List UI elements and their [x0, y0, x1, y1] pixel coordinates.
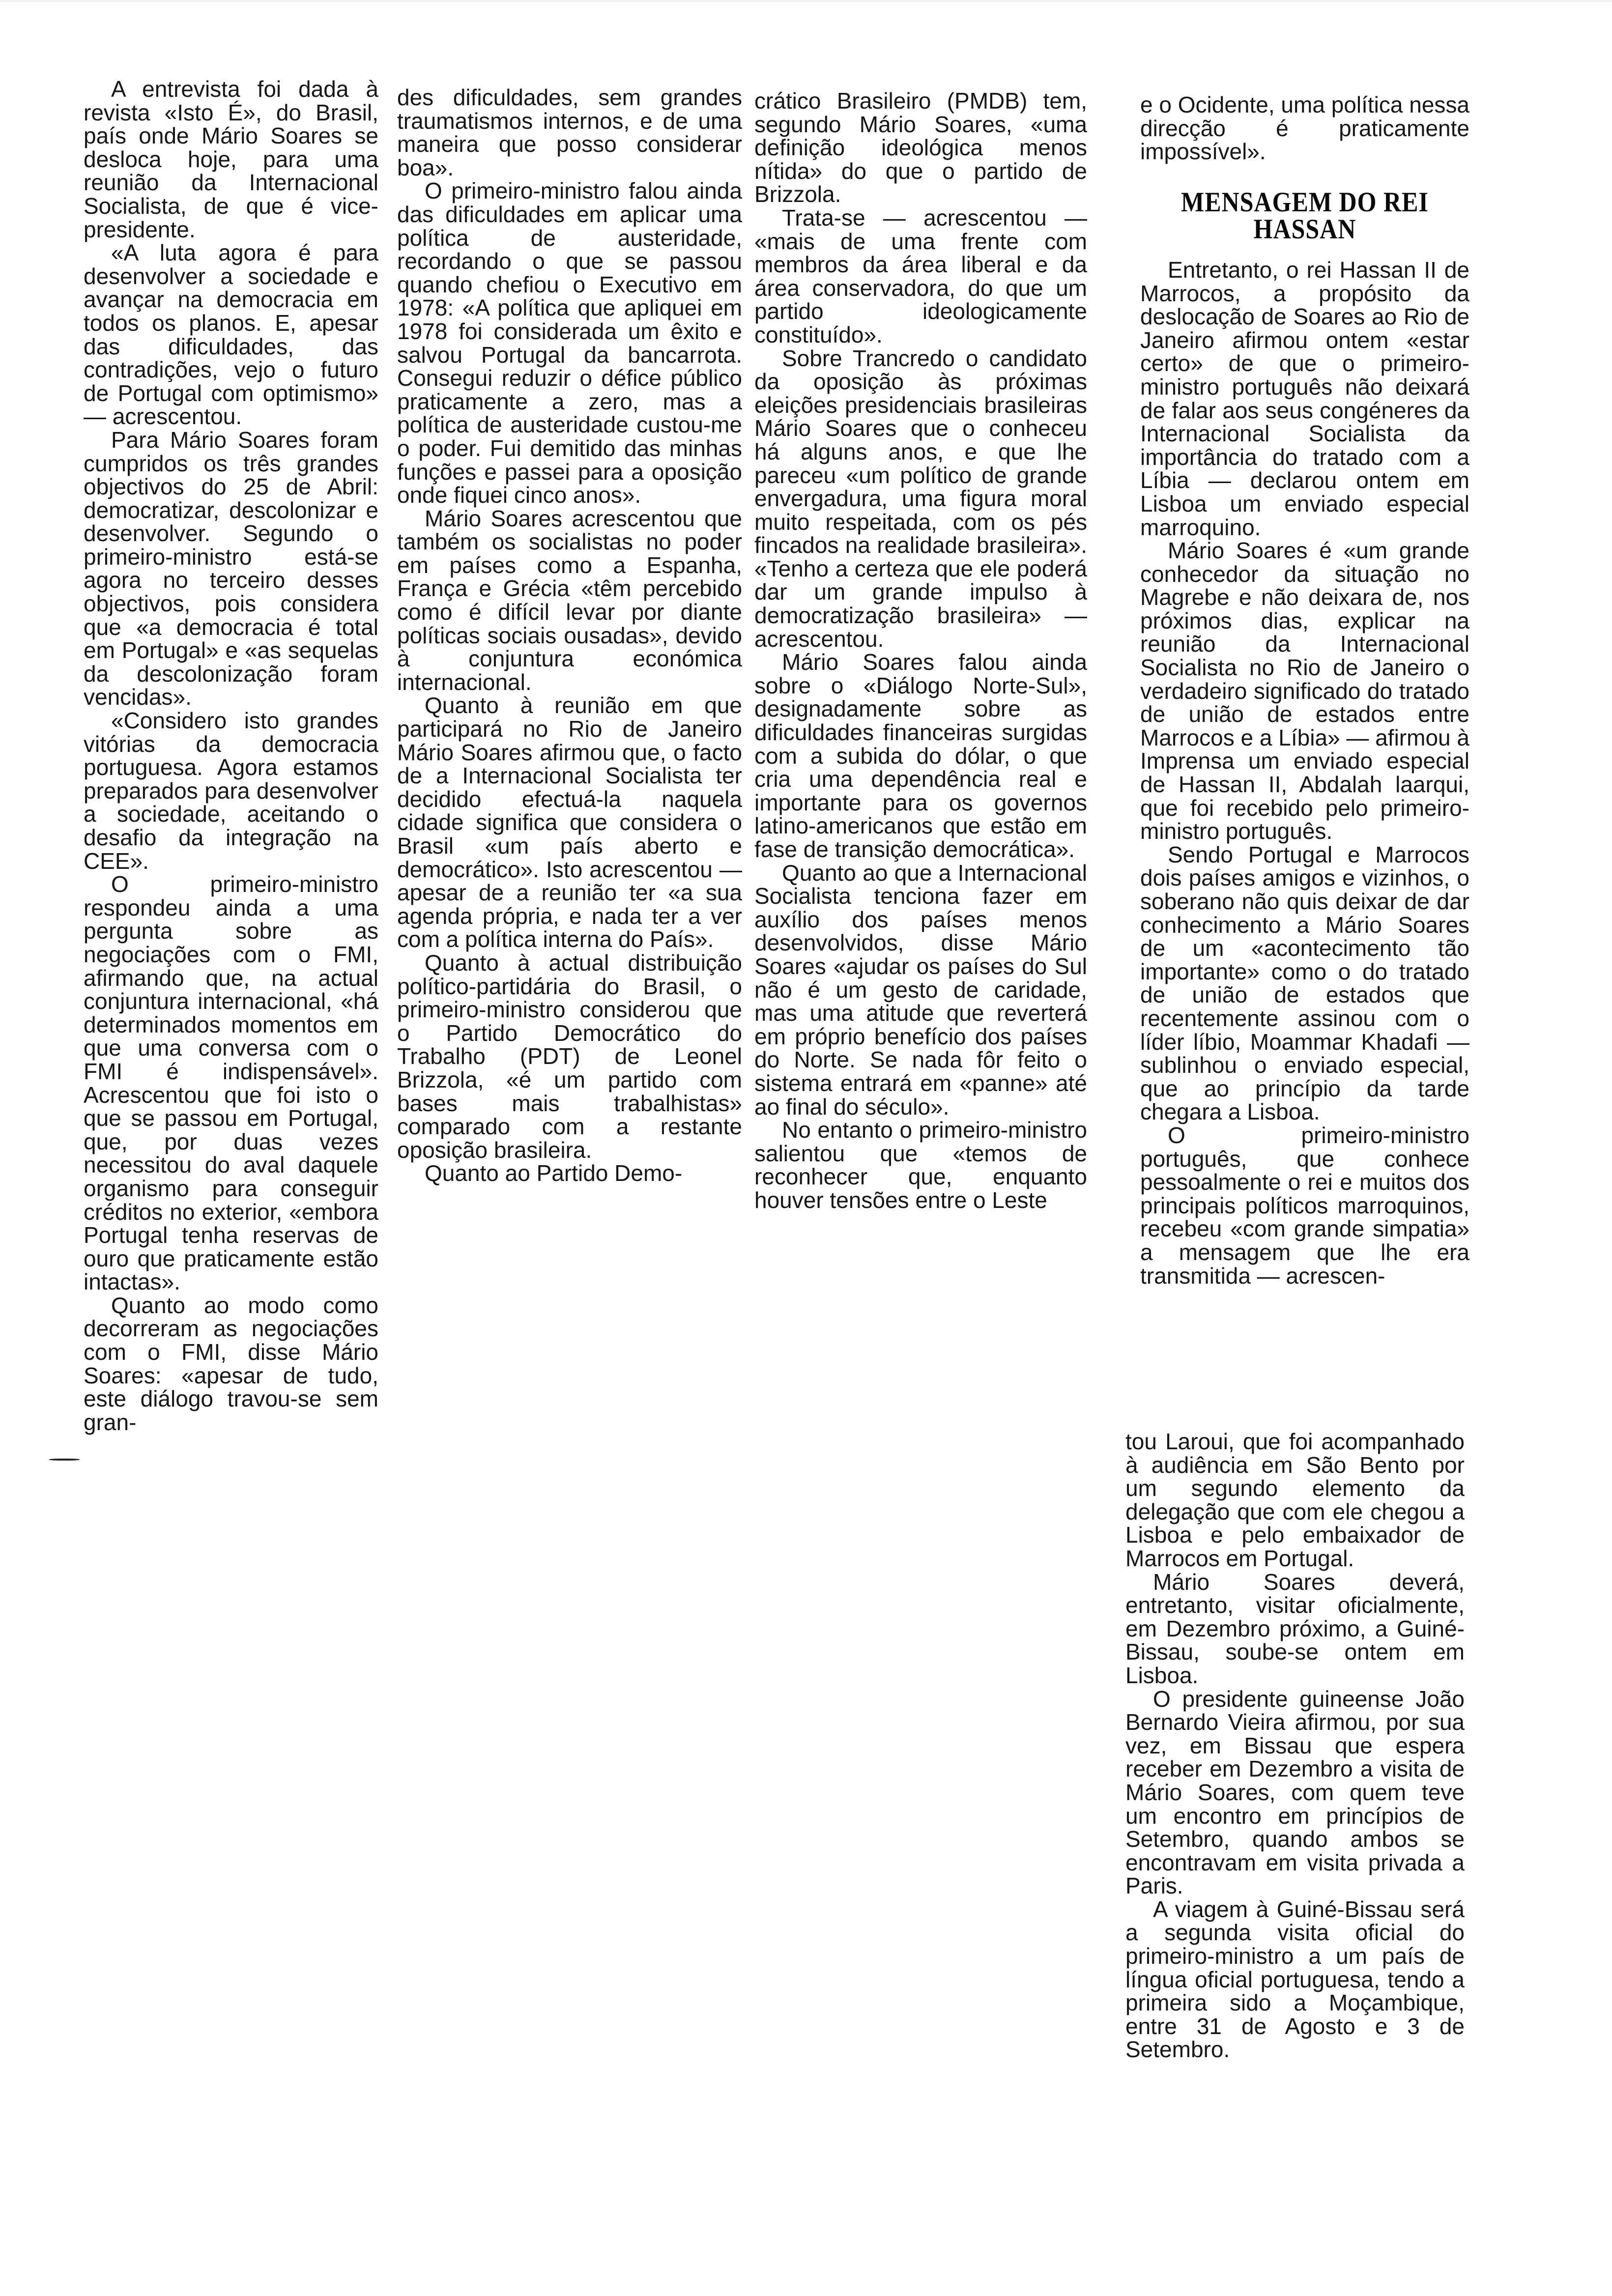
paragraph: A viagem à Guiné-Bissau será a segunda visita oficial do primeiro-ministro a um país de língua oficial portuguesa, tendo a primeira sido a Moçambique, entre 31 de Agosto e 3 de Setembro.: [1125, 1896, 1465, 2063]
paragraph: Mário Soares falou ainda sobre o «Diálogo Norte-Sul», designadamente sobre as dificuldades financeiras surgidas com a subida do dólar, o que cria uma dependência real e importante para os governos latino-americanos que estão em fase de transição democrática».: [754, 649, 1087, 862]
paragraph: Sendo Portugal e Marrocos dois países amigos e vizinhos, o soberano não quis deixar de dar conhecimento a Mário Soares de um «acontecimento tão importante» como o do tratado de união de estados que recentemente assinou com o líder líbio, Moammar Khadafi — sublinhou o enviado especial, que ao princípio da tarde chegara a Lisboa.: [1140, 841, 1469, 1125]
margin-dash: [49, 1459, 80, 1461]
section-heading: MENSAGEM DO REI HASSAN: [1181, 185, 1429, 245]
paragraph: Entretanto, o rei Hassan II de Marrocos, a propósito da deslocação de Soares ao Rio de Janeiro afirmou ontem «estar certo» de que o primeiro-ministro português não deixará de falar aos seus congéneres da Internacional Socialista da importância do tratado com a Líbia — declarou ontem em Lisboa um enviado especial marroquino.: [1140, 257, 1469, 540]
article-column-4-continuation: [1125, 1430, 1465, 2062]
page-top-edge: [0, 0, 1612, 2]
paragraph: Quanto à actual distribuição político-partidária do Brasil, o primeiro-ministro considerou que o Partido Democrático do Trabalho (PDT) de Leonel Brizzola, «é um partido com bases mais trabalhistas» comparado com a restante oposição brasileira.: [397, 949, 742, 1163]
paragraph: No entanto o primeiro-ministro salientou que «temos de reconhecer que, enquanto houver tensões entre o Leste: [754, 1117, 1087, 1213]
paragraph: «Considero isto grandes vitórias da democracia portuguesa. Agora estamos preparados para desenvolver a sociedade, aceitando o desafio da integração na CEE».: [84, 708, 378, 874]
paragraph: tou Laroui, que foi acompanhado à audiência em São Bento por um segundo elemento da delegação que com ele chegou a Lisboa e pelo embaixador de Marrocos em Portugal.: [1125, 1429, 1465, 1571]
paragraph: Trata-se — acrescentou — «mais de uma frente com membros da área liberal e da área conservadora, do que um partido ideologicamente constituído».: [754, 204, 1087, 347]
paragraph: crático Brasileiro (PMDB) tem, segundo Mário Soares, «uma definição ideológica menos nítida» do que o partido de Brizzola.: [754, 88, 1087, 207]
paragraph: Para Mário Soares foram cumpridos os três grandes objectivos do 25 de Abril: democratizar, descolonizar e desenvolver. Segundo o primeiro-ministro está-se agora no terceiro desses objectivos, pois considera que «a democracia é total em Portugal» e «as sequelas da descolonização foram vencidas».: [84, 427, 378, 710]
paragraph: O primeiro-ministro português, que conhece pessoalmente o rei e muitos dos principais políticos marroquinos, recebeu «com grande simpatia» a mensagem que lhe era transmitida — acrescen-: [1140, 1122, 1469, 1289]
paragraph: A entrevista foi dada à revista «Isto É», do Brasil, país onde Mário Soares se desloca hoje, para uma reunião da Internacional Socialista, de que é vice-presidente.: [84, 76, 378, 242]
paragraph: Mário Soares deverá, entretanto, visitar oficialmente, em Dezembro próximo, a Guiné-Bissau, soube-se ontem em Lisboa.: [1125, 1569, 1465, 1688]
paragraph: Mário Soares é «um grande conhecedor da situação no Magrebe e não deixara de, nos próximos dias, explicar na reunião da Internacional Socialista no Rio de Janeiro o verdadeiro significado do tratado de união de estados entre Marrocos e a Líbia» — afirmou à Imprensa um enviado especial de Hassan II, Abdalah laarqui, que foi recebido pelo primeiro-ministro português.: [1140, 538, 1469, 844]
paragraph: «A luta agora é para desenvolver a sociedade e avançar na democracia em todos os planos. E, apesar das dificuldades, das contradições, vejo o futuro de Portugal com optimismo» — acrescentou.: [84, 240, 378, 430]
paragraph: Mário Soares acrescentou que também os socialistas no poder em países como a Espanha, França e Grécia «têm percebido como é difícil levar por diante políticas sociais ousadas», devido à conjuntura económica internacional.: [397, 505, 742, 695]
paragraph: Quanto à reunião em que participará no Rio de Janeiro Mário Soares afirmou que, o facto de a Internacional Socialista ter decidido efectuá-la naquela cidade significa que considera o Brasil «um país aberto e democrático». Isto acrescentou — apesar de a reunião ter «a sua agenda própria, e nada ter a ver com a política interna do País».: [397, 692, 742, 952]
article-column-1: [84, 78, 378, 1434]
article-column-2: [397, 86, 742, 1185]
paragraph: O primeiro-ministro falou ainda das dificuldades em aplicar uma política de austeridade, recordando o que se passou quando chefiou o Executivo em 1978: «A política que apliquei em 1978 foi considerada um êxito e salvou Portugal da bancarrota. Consegui reduzir o défice público praticamente a zero, mas a política de austeridade custou-me o poder. Fui demitido das minhas funções e passei para a oposição onde fiquei cinco anos».: [397, 178, 742, 508]
paragraph: des dificuldades, sem grandes traumatismos internos, e de uma maneira que posso considerar boa».: [397, 85, 742, 180]
paragraph: Quanto ao modo como decorreram as negociações com o FMI, disse Mário Soares: «apesar de tudo, este diálogo travou-se sem gran-: [84, 1292, 378, 1435]
article-column-3: [754, 89, 1087, 1212]
paragraph: Sobre Trancredo o candidato da oposição às próximas eleições presidenciais brasileiras Mário Soares que o conheceu há alguns anos, e que lhe pareceu «um político de grande envergadura, uma figura moral muito respeitada, com os pés fincados na realidade brasileira». «Tenho a certeza que ele poderá dar um grande impulso à democratização brasileira» — acrescentou.: [754, 345, 1087, 652]
paragraph: e o Ocidente, uma política nessa direcção é praticamente impossível».: [1140, 92, 1469, 165]
article-column-4: [1140, 93, 1469, 1288]
paragraph: Quanto ao Partido Demo-: [425, 1160, 683, 1186]
paragraph: Quanto ao que a Internacional Socialista tenciona fazer em auxílio dos países menos desenvolvidos, disse Mário Soares «ajudar os países do Sul não é um gesto de caridade, mas uma atitude que reverterá em próprio benefício dos países do Norte. Se nada fôr feito o sistema entrará em «panne» até ao final do século».: [754, 860, 1087, 1119]
paragraph: O presidente guineense João Bernardo Vieira afirmou, por sua vez, em Bissau que espera receber em Dezembro a visita de Mário Soares, com quem teve um encontro em princípios de Setembro, quando ambos se encontravam em visita privada a Paris.: [1125, 1686, 1465, 1899]
paragraph: O primeiro-ministro respondeu ainda a uma pergunta sobre as negociações com o FMI, afirmando que, na actual conjuntura internacional, «há determinados momentos em que uma conversa com o FMI é indispensável». Acrescentou que foi isto o que se passou em Portugal, que, por duas vezes necessitou do aval daquele organismo para conseguir créditos no exterior, «embora Portugal tenha reservas de ouro que praticamente estão intactas».: [84, 871, 378, 1295]
